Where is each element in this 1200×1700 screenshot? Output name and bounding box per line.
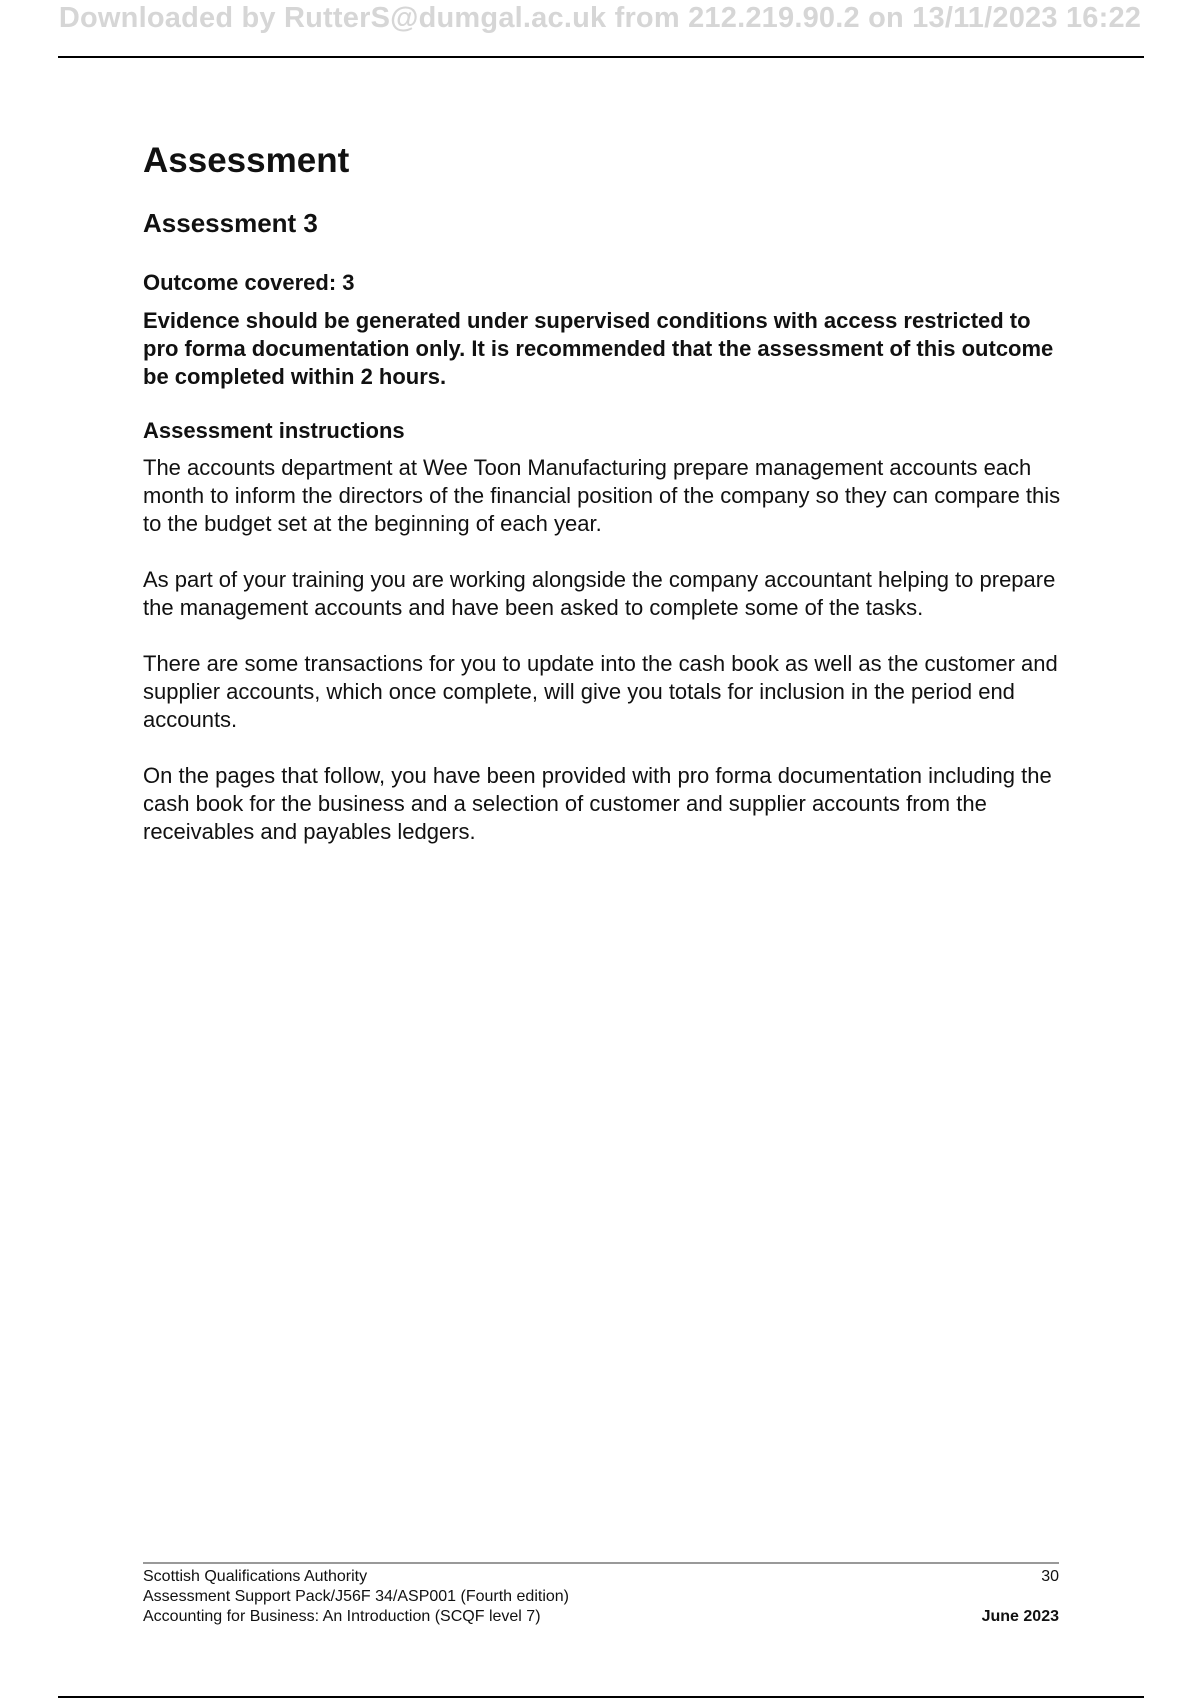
footer-rule <box>58 1696 1144 1698</box>
footer-pack: Assessment Support Pack/J56F 34/ASP001 (Fourth edition) <box>143 1588 569 1605</box>
page-content <box>143 140 1063 846</box>
footer-unit: Accounting for Business: An Introduction (SCQF level 7) <box>143 1608 541 1625</box>
assessment-conditions: Evidence should be generated under supervised conditions with access restricted to pro forma documentation only. It is recommended that the assessment of this outcome be completed within 2 hours. <box>143 307 1054 389</box>
instructions-paragraph: The accounts department at Wee Toon Manufacturing prepare management accounts each month to inform the directors of the financial position of the company so they can compare this to the budget set at the beginning of each year. <box>143 455 1061 537</box>
instructions-paragraph: On the pages that follow, you have been provided with pro forma documentation including the cash book for the business and a selection of customer and supplier accounts from the receivables and payables ledgers. <box>143 763 1052 845</box>
instructions-paragraph: As part of your training you are working alongside the company accountant helping to prepare the management accounts and have been asked to complete some of the tasks. <box>143 567 1056 621</box>
download-watermark: Downloaded by RutterS@dumgal.ac.uk from 212.219.90.2 on 13/11/2023 16:22 <box>58 2 1142 34</box>
assessment-title: Assessment 3 <box>143 208 318 238</box>
page-footer <box>143 1562 1059 1627</box>
instructions-paragraph: There are some transactions for you to update into the cash book as well as the customer and supplier accounts, which once complete, will give you totals for inclusion in the period end accounts. <box>143 651 1058 733</box>
footer-date: June 2023 <box>981 1608 1059 1625</box>
footer-organisation: Scottish Qualifications Authority <box>143 1568 368 1585</box>
footer-page-number: 30 <box>1041 1568 1059 1585</box>
instructions-heading: Assessment instructions <box>143 417 405 443</box>
outcome-covered: Outcome covered: 3 <box>143 270 355 296</box>
header-rule <box>58 56 1144 58</box>
page-title: Assessment <box>143 141 350 180</box>
